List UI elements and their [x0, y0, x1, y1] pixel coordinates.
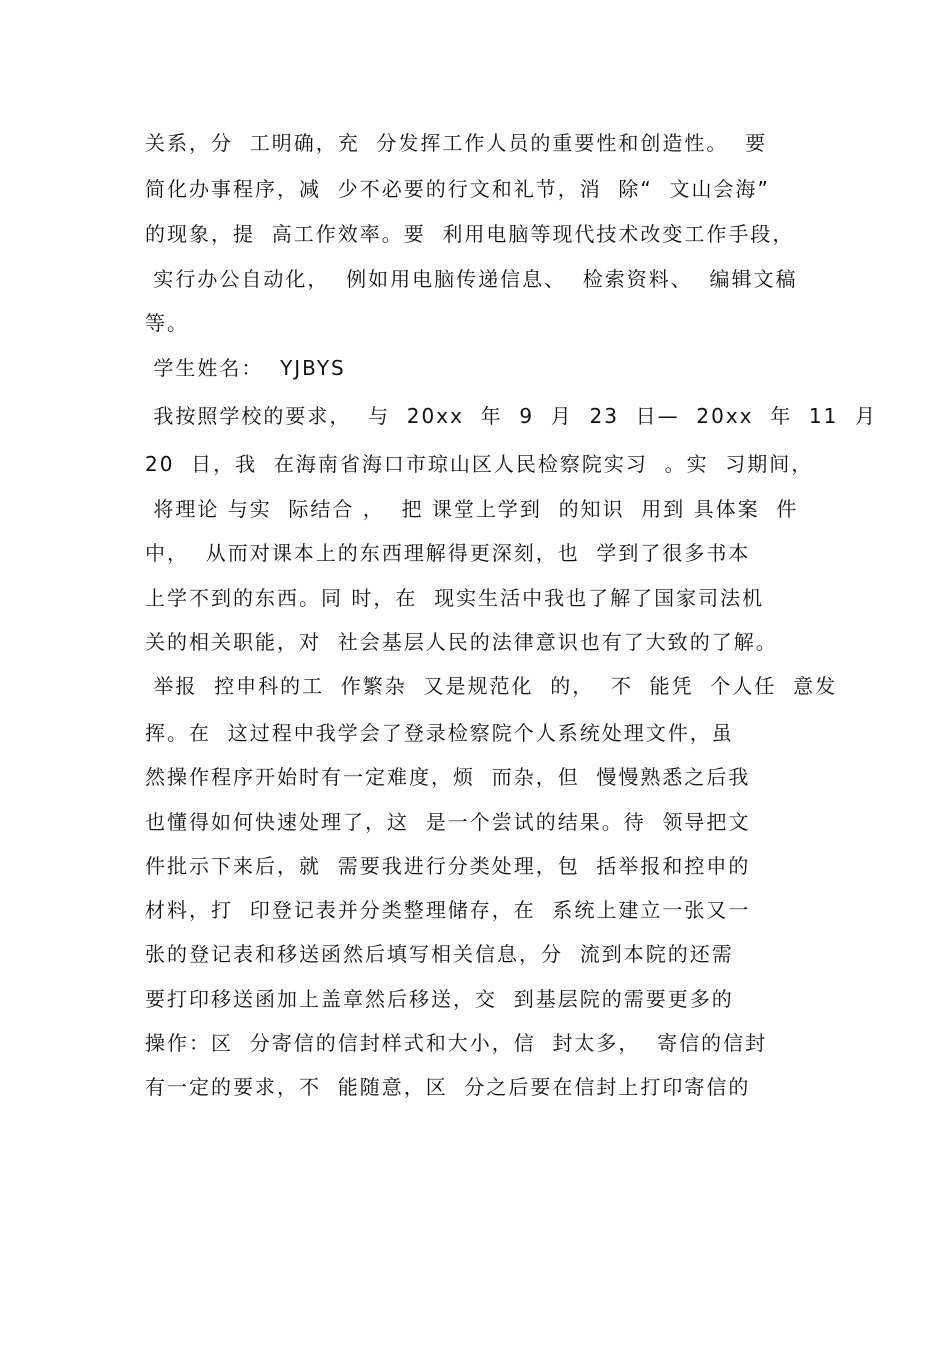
text-line: 关的相关职能，对 社会基层人民的法律意识也有了大致的了解。: [145, 630, 778, 654]
text-line: 然操作程序开始时有一定难度，烦 而杂，但 慢慢熟悉之后我: [145, 765, 751, 789]
text-line: 简化办事程序，减 少不必要的行文和礼节，消 除“ 文山会海”: [145, 177, 770, 201]
text-line: 件批示下来后，就 需要我进行分类处理，包 括举报和控申的: [145, 854, 751, 878]
text-line: 关系，分 工明确，充 分发挥工作人员的重要性和创造性。 要: [145, 131, 768, 155]
text-line: 等。: [145, 311, 189, 335]
text-line: 20 日，我 在海南省海口市琼山区人民检察院实习 。实 习期间，: [145, 452, 814, 476]
text-line: 将理论 与实 际结合 ， 把 课堂上学到 的知识 用到 具体案 件: [145, 497, 799, 521]
text-line: 实行办公自动化， 例如用电脑传递信息、 检索资料、 编辑文稿: [145, 267, 798, 291]
text-line: 挥。在 这过程中我学会了登录检察院个人系统处理文件，虽: [145, 721, 734, 745]
text-line: 也懂得如何快速处理了，这 是一个尝试的结果。待 领导把文: [145, 810, 751, 834]
text-line: 我按照学校的要求， 与 20xx 年 9 月 23 日— 20xx 年 11 月: [145, 404, 878, 428]
text-line: 有一定的要求，不 能随意，区 分之后要在信封上打印寄信的: [145, 1075, 751, 1099]
student-name-line: 学生姓名： YJBYS: [145, 356, 346, 380]
text-line: 操作：区 分寄信的信封样式和大小，信 封太多， 寄信的信封: [145, 1031, 768, 1055]
text-line: 要打印移送函加上盖章然后移送，交 到基层院的需要更多的: [145, 987, 734, 1011]
text-line: 材料，打 印登记表并分类整理储存，在 系统上建立一张又一: [145, 898, 751, 922]
text-line: 中， 从而对课本上的东西理解得更深刻，也 学到了很多书本: [145, 541, 751, 565]
text-line: 上学不到的东西。同 时，在 现实生活中我也了解了国家司法机: [145, 586, 765, 610]
text-line: 的现象，提 高工作效率。要 利用电脑等现代技术改变工作手段，: [145, 222, 795, 246]
text-line: 张的登记表和移送函然后填写相关信息，分 流到本院的还需: [145, 942, 734, 966]
text-line: 举报 控申科的工 作繁杂 又是规范化 的， 不 能凭 个人任 意发: [145, 674, 838, 698]
